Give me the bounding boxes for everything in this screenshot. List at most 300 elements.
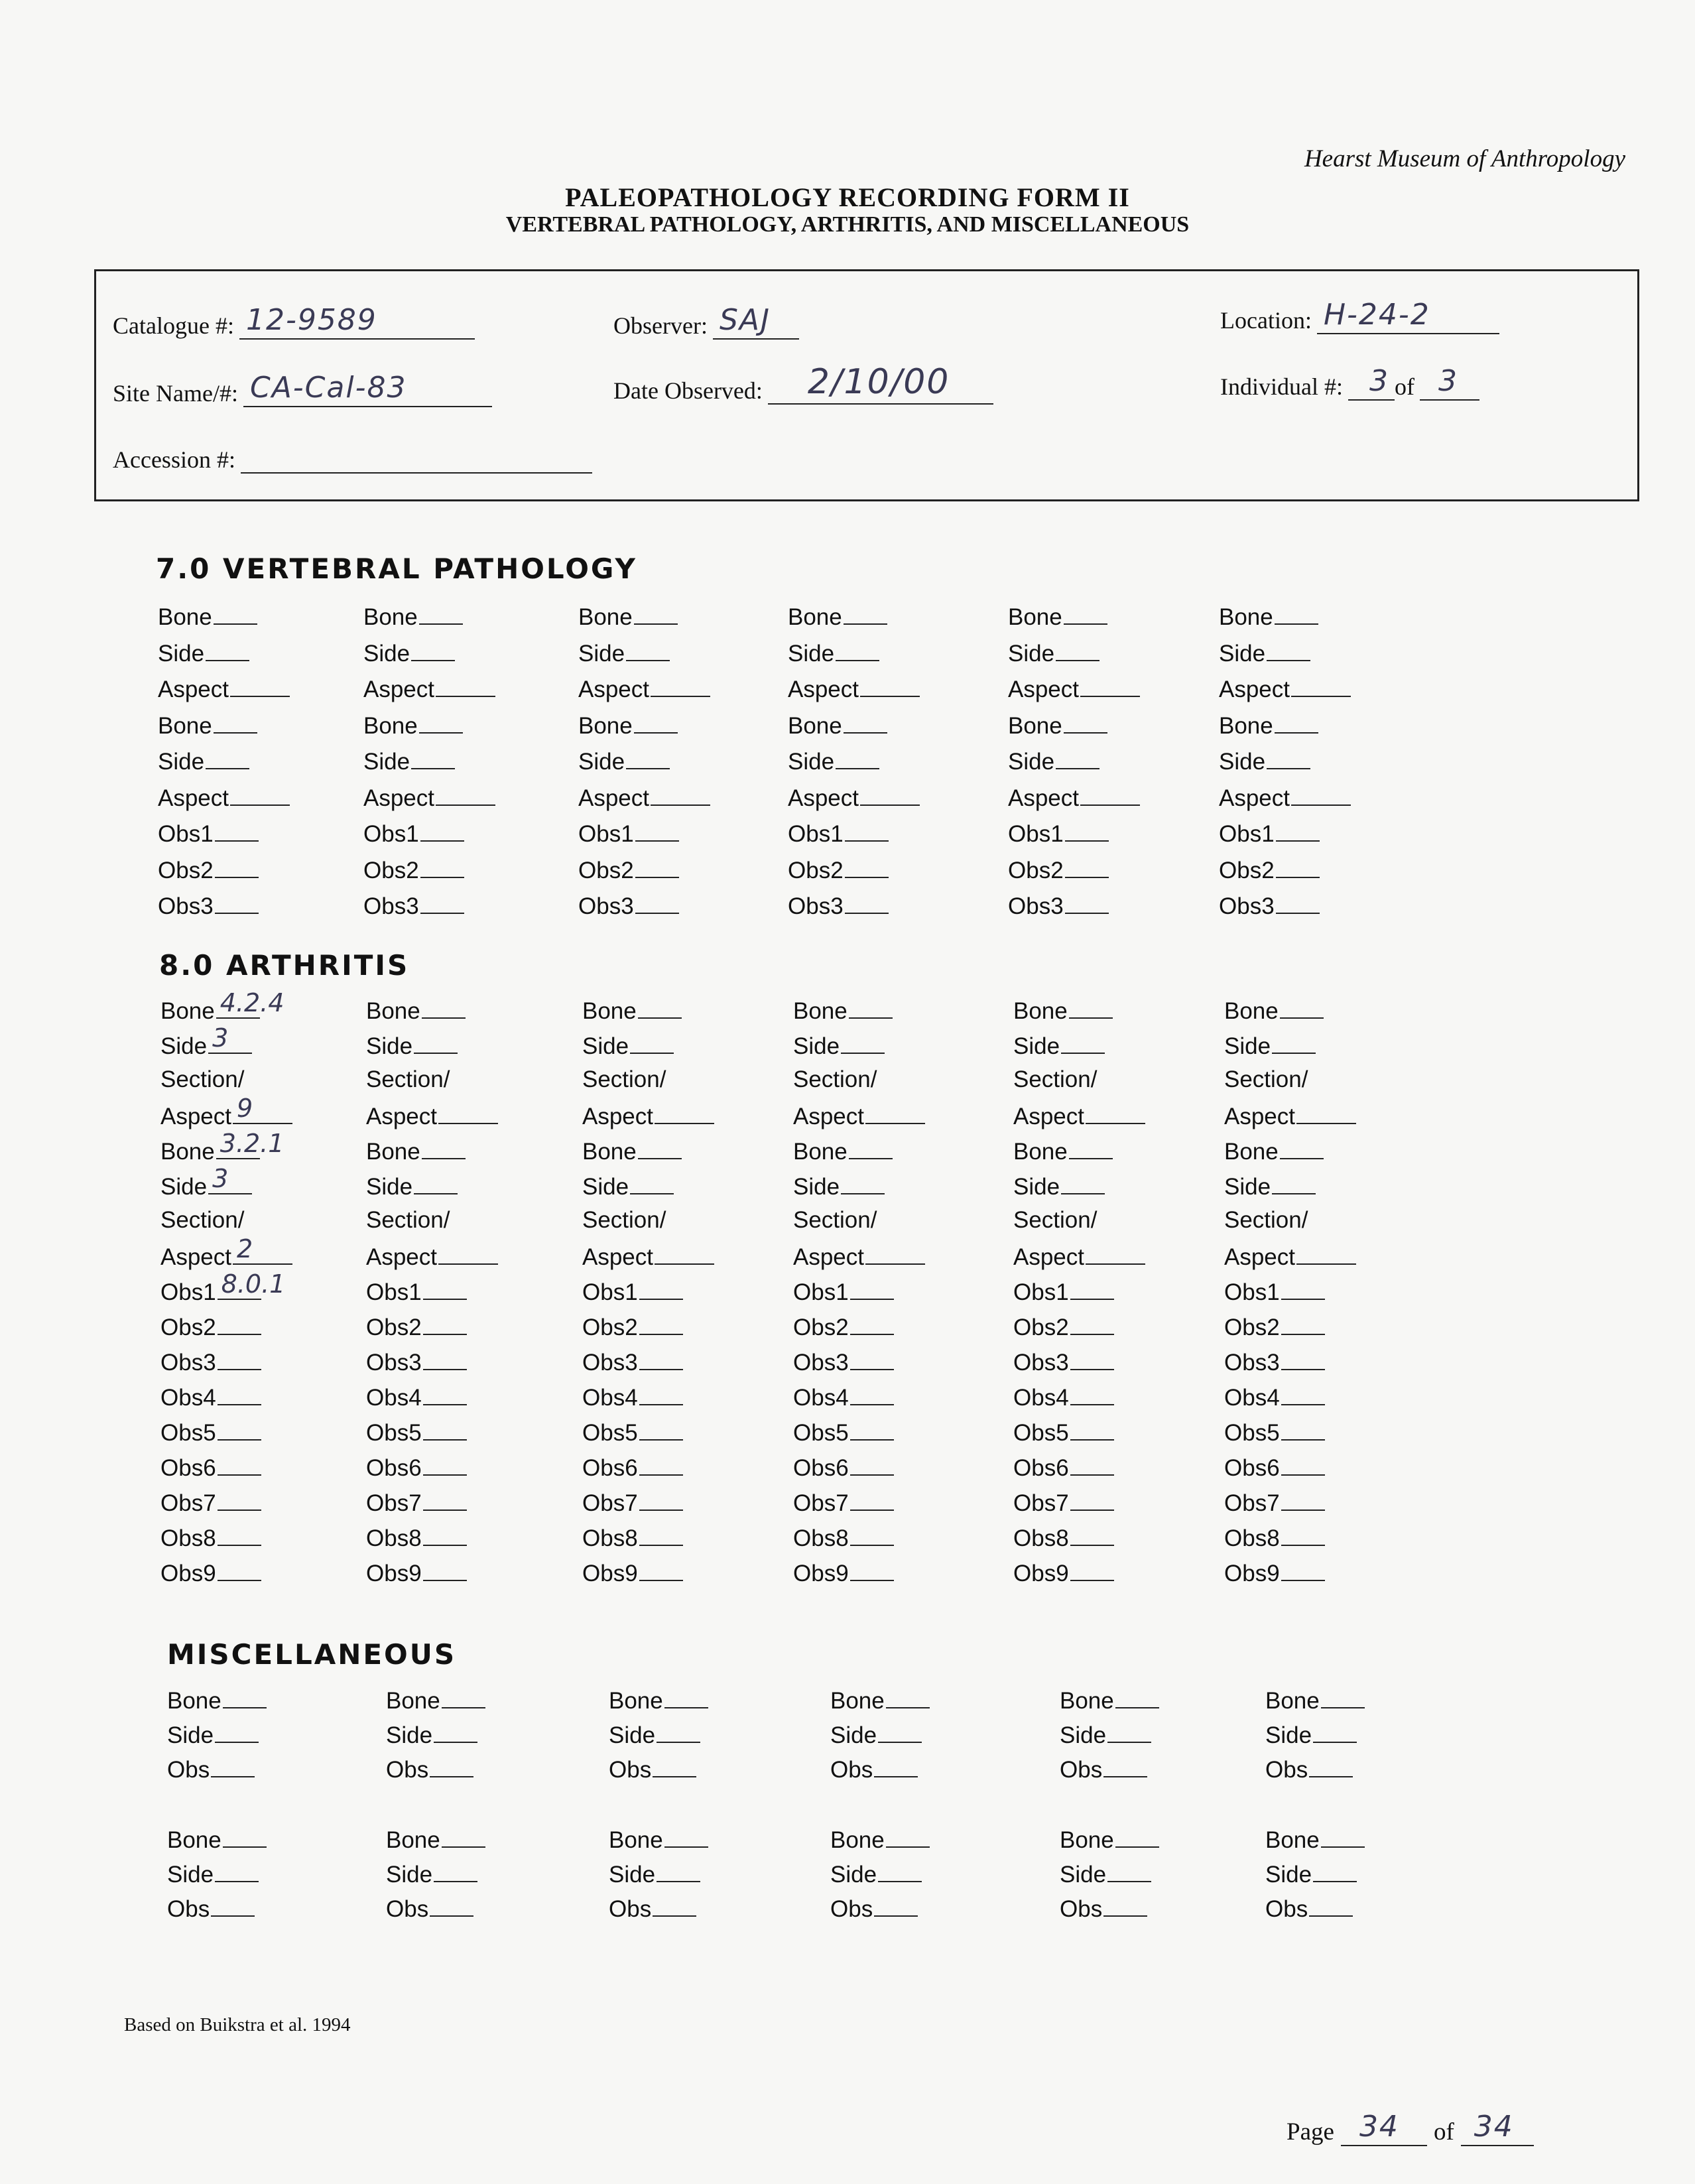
obs8-blank[interactable] bbox=[423, 1523, 467, 1546]
side-blank[interactable] bbox=[1056, 639, 1099, 661]
bone-field[interactable] bbox=[1013, 1137, 1113, 1165]
side-blank[interactable] bbox=[1107, 1720, 1151, 1743]
obs6-blank[interactable] bbox=[850, 1453, 894, 1476]
bone-blank[interactable] bbox=[422, 996, 466, 1019]
side-blank[interactable] bbox=[1061, 1031, 1105, 1054]
obs-field[interactable] bbox=[609, 1755, 696, 1783]
obs4-field[interactable] bbox=[793, 1383, 894, 1411]
obs9-field[interactable] bbox=[582, 1559, 683, 1587]
obs1-field[interactable] bbox=[363, 819, 464, 848]
side-blank[interactable] bbox=[1056, 747, 1099, 769]
bone-field[interactable] bbox=[158, 602, 257, 631]
aspect-blank[interactable] bbox=[1080, 783, 1140, 806]
aspect-field[interactable] bbox=[366, 1102, 498, 1130]
aspect-field[interactable] bbox=[1013, 1242, 1145, 1271]
obs2-blank[interactable] bbox=[423, 1313, 467, 1335]
obs1-field[interactable] bbox=[788, 819, 889, 848]
section-field[interactable] bbox=[366, 1207, 450, 1234]
obs-blank[interactable] bbox=[430, 1894, 473, 1917]
obs4-field[interactable] bbox=[366, 1383, 467, 1411]
location-field[interactable] bbox=[1220, 298, 1499, 334]
aspect-field[interactable] bbox=[1224, 1102, 1356, 1130]
side-blank[interactable] bbox=[434, 1860, 477, 1882]
aspect-blank[interactable] bbox=[438, 1102, 498, 1124]
obs6-field[interactable] bbox=[366, 1453, 467, 1482]
section-field[interactable] bbox=[1224, 1066, 1308, 1093]
bone-field[interactable] bbox=[793, 1137, 893, 1165]
bone-blank[interactable] bbox=[1069, 996, 1113, 1019]
obs-field[interactable] bbox=[386, 1755, 473, 1783]
side-field[interactable] bbox=[788, 747, 879, 775]
obs6-blank[interactable] bbox=[639, 1453, 683, 1476]
aspect-blank[interactable] bbox=[1296, 1102, 1356, 1124]
bone-field[interactable] bbox=[1060, 1825, 1159, 1854]
obs6-field[interactable] bbox=[1013, 1453, 1114, 1482]
obs2-field[interactable] bbox=[1008, 856, 1109, 884]
aspect-blank[interactable] bbox=[860, 783, 920, 806]
bone-blank[interactable] bbox=[1115, 1825, 1159, 1848]
obs4-blank[interactable] bbox=[639, 1383, 683, 1405]
obs9-field[interactable] bbox=[793, 1559, 894, 1587]
bone-blank[interactable] bbox=[886, 1686, 930, 1708]
aspect-field[interactable] bbox=[578, 783, 710, 812]
obs5-field[interactable] bbox=[160, 1418, 261, 1446]
section-field[interactable] bbox=[1224, 1207, 1308, 1234]
obs3-blank[interactable] bbox=[1070, 1348, 1114, 1370]
obs3-field[interactable] bbox=[1013, 1348, 1114, 1376]
bone-field[interactable] bbox=[788, 602, 887, 631]
obs9-blank[interactable] bbox=[423, 1559, 467, 1581]
bone-field[interactable] bbox=[1265, 1686, 1365, 1714]
side-blank[interactable] bbox=[1061, 1172, 1105, 1194]
side-field[interactable] bbox=[363, 747, 455, 775]
obs3-field[interactable] bbox=[578, 891, 679, 920]
obs2-blank[interactable] bbox=[850, 1313, 894, 1335]
obs1-blank[interactable] bbox=[635, 819, 679, 842]
obs1-field[interactable] bbox=[1008, 819, 1109, 848]
bone-blank[interactable] bbox=[1280, 996, 1324, 1019]
obs4-blank[interactable] bbox=[1281, 1383, 1325, 1405]
obs8-blank[interactable] bbox=[850, 1523, 894, 1546]
side-field[interactable] bbox=[160, 1023, 252, 1060]
bone-field[interactable] bbox=[160, 988, 284, 1025]
obs5-field[interactable] bbox=[366, 1418, 467, 1446]
obs1-blank[interactable] bbox=[850, 1277, 894, 1300]
obs9-blank[interactable] bbox=[1070, 1559, 1114, 1581]
bone-field[interactable] bbox=[1060, 1686, 1159, 1714]
side-field[interactable] bbox=[363, 639, 455, 667]
obs-field[interactable] bbox=[1060, 1894, 1147, 1923]
side-field[interactable] bbox=[793, 1172, 885, 1200]
obs5-blank[interactable] bbox=[639, 1418, 683, 1441]
aspect-field[interactable] bbox=[1219, 783, 1351, 812]
obs-blank[interactable] bbox=[874, 1894, 918, 1917]
obs4-blank[interactable] bbox=[423, 1383, 467, 1405]
obs1-field[interactable] bbox=[1013, 1277, 1114, 1306]
obs3-blank[interactable] bbox=[420, 891, 464, 914]
obs3-blank[interactable] bbox=[1276, 891, 1320, 914]
side-field[interactable] bbox=[830, 1720, 922, 1749]
obs-blank[interactable] bbox=[430, 1755, 473, 1777]
side-blank[interactable] bbox=[1267, 639, 1310, 661]
bone-blank[interactable] bbox=[634, 711, 678, 734]
obs8-field[interactable] bbox=[160, 1523, 261, 1552]
obs3-field[interactable] bbox=[793, 1348, 894, 1376]
aspect-blank[interactable] bbox=[436, 783, 495, 806]
obs2-blank[interactable] bbox=[635, 856, 679, 878]
bone-field[interactable] bbox=[158, 711, 257, 739]
obs9-field[interactable] bbox=[160, 1559, 261, 1587]
bone-field[interactable] bbox=[793, 996, 893, 1025]
bone-field[interactable] bbox=[582, 996, 682, 1025]
side-blank[interactable] bbox=[208, 1023, 252, 1054]
aspect-blank[interactable] bbox=[865, 1242, 925, 1265]
obs8-field[interactable] bbox=[582, 1523, 683, 1552]
obs3-field[interactable] bbox=[160, 1348, 261, 1376]
bone-blank[interactable] bbox=[1280, 1137, 1324, 1159]
aspect-blank[interactable] bbox=[1296, 1242, 1356, 1265]
obs-field[interactable] bbox=[386, 1894, 473, 1923]
section-field[interactable] bbox=[582, 1207, 666, 1234]
side-blank[interactable] bbox=[1313, 1860, 1357, 1882]
aspect-blank[interactable] bbox=[651, 674, 710, 697]
side-blank[interactable] bbox=[630, 1031, 674, 1054]
bone-field[interactable] bbox=[167, 1686, 267, 1714]
obs7-field[interactable] bbox=[1013, 1488, 1114, 1517]
obs9-field[interactable] bbox=[1013, 1559, 1114, 1587]
aspect-field[interactable] bbox=[582, 1102, 714, 1130]
bone-field[interactable] bbox=[1224, 996, 1324, 1025]
bone-blank[interactable] bbox=[1275, 711, 1318, 734]
obs1-blank[interactable] bbox=[215, 819, 259, 842]
bone-blank[interactable] bbox=[1321, 1825, 1365, 1848]
obs-field[interactable] bbox=[609, 1894, 696, 1923]
section-field[interactable] bbox=[160, 1207, 244, 1234]
side-field[interactable] bbox=[609, 1720, 700, 1749]
bone-blank[interactable] bbox=[442, 1686, 485, 1708]
bone-blank[interactable] bbox=[216, 1129, 284, 1159]
side-field[interactable] bbox=[366, 1172, 458, 1200]
obs3-field[interactable] bbox=[1219, 891, 1320, 920]
side-blank[interactable] bbox=[1107, 1860, 1151, 1882]
obs5-field[interactable] bbox=[793, 1418, 894, 1446]
aspect-blank[interactable] bbox=[1086, 1102, 1145, 1124]
side-field[interactable] bbox=[1060, 1860, 1151, 1888]
obs1-field[interactable] bbox=[1219, 819, 1320, 848]
aspect-blank[interactable] bbox=[438, 1242, 498, 1265]
side-blank[interactable] bbox=[411, 747, 455, 769]
obs6-blank[interactable] bbox=[218, 1453, 261, 1476]
bone-field[interactable] bbox=[366, 996, 466, 1025]
side-blank[interactable] bbox=[414, 1172, 458, 1194]
bone-field[interactable] bbox=[1008, 602, 1107, 631]
obs-field[interactable] bbox=[830, 1755, 918, 1783]
obs3-blank[interactable] bbox=[635, 891, 679, 914]
bone-field[interactable] bbox=[363, 711, 463, 739]
bone-blank[interactable] bbox=[216, 988, 284, 1019]
obs2-field[interactable] bbox=[1224, 1313, 1325, 1341]
obs6-field[interactable] bbox=[160, 1453, 261, 1482]
bone-blank[interactable] bbox=[422, 1137, 466, 1159]
bone-field[interactable] bbox=[363, 602, 463, 631]
obs-blank[interactable] bbox=[874, 1755, 918, 1777]
obs8-blank[interactable] bbox=[218, 1523, 261, 1546]
bone-field[interactable] bbox=[366, 1137, 466, 1165]
aspect-field[interactable] bbox=[363, 783, 495, 812]
obs1-blank[interactable] bbox=[1070, 1277, 1114, 1300]
side-blank[interactable] bbox=[208, 1164, 252, 1194]
side-blank[interactable] bbox=[1272, 1031, 1316, 1054]
obs4-field[interactable] bbox=[582, 1383, 683, 1411]
obs7-field[interactable] bbox=[160, 1488, 261, 1517]
obs4-blank[interactable] bbox=[218, 1383, 261, 1405]
side-blank[interactable] bbox=[434, 1720, 477, 1743]
bone-field[interactable] bbox=[1219, 602, 1318, 631]
aspect-field[interactable] bbox=[582, 1242, 714, 1271]
obs-blank[interactable] bbox=[1309, 1755, 1353, 1777]
side-blank[interactable] bbox=[657, 1720, 700, 1743]
obs1-blank[interactable] bbox=[420, 819, 464, 842]
bone-blank[interactable] bbox=[638, 996, 682, 1019]
side-field[interactable] bbox=[158, 747, 249, 775]
obs2-blank[interactable] bbox=[420, 856, 464, 878]
side-blank[interactable] bbox=[1272, 1172, 1316, 1194]
bone-field[interactable] bbox=[830, 1686, 930, 1714]
obs2-blank[interactable] bbox=[1070, 1313, 1114, 1335]
bone-field[interactable] bbox=[582, 1137, 682, 1165]
obs6-blank[interactable] bbox=[1070, 1453, 1114, 1476]
bone-field[interactable] bbox=[1224, 1137, 1324, 1165]
obs4-field[interactable] bbox=[1013, 1383, 1114, 1411]
obs9-field[interactable] bbox=[1224, 1559, 1325, 1587]
obs2-field[interactable] bbox=[158, 856, 259, 884]
bone-blank[interactable] bbox=[849, 1137, 893, 1159]
obs7-field[interactable] bbox=[793, 1488, 894, 1517]
bone-field[interactable] bbox=[1265, 1825, 1365, 1854]
obs2-field[interactable] bbox=[578, 856, 679, 884]
aspect-field[interactable] bbox=[158, 674, 290, 703]
side-blank[interactable] bbox=[411, 639, 455, 661]
obs5-field[interactable] bbox=[1224, 1418, 1325, 1446]
side-blank[interactable] bbox=[626, 639, 670, 661]
obs1-field[interactable] bbox=[160, 1269, 286, 1306]
obs2-field[interactable] bbox=[363, 856, 464, 884]
obs4-blank[interactable] bbox=[1070, 1383, 1114, 1405]
obs8-field[interactable] bbox=[793, 1523, 894, 1552]
aspect-blank[interactable] bbox=[655, 1242, 714, 1265]
obs3-blank[interactable] bbox=[639, 1348, 683, 1370]
obs5-field[interactable] bbox=[1013, 1418, 1114, 1446]
obs2-field[interactable] bbox=[788, 856, 889, 884]
side-blank[interactable] bbox=[657, 1860, 700, 1882]
obs8-field[interactable] bbox=[1224, 1523, 1325, 1552]
bone-blank[interactable] bbox=[214, 602, 257, 625]
aspect-blank[interactable] bbox=[1291, 783, 1351, 806]
side-field[interactable] bbox=[1265, 1860, 1357, 1888]
bone-blank[interactable] bbox=[419, 602, 463, 625]
section-field[interactable] bbox=[582, 1066, 666, 1093]
obs2-field[interactable] bbox=[793, 1313, 894, 1341]
aspect-field[interactable] bbox=[788, 783, 920, 812]
obs1-field[interactable] bbox=[158, 819, 259, 848]
obs3-field[interactable] bbox=[1008, 891, 1109, 920]
bone-blank[interactable] bbox=[1064, 711, 1107, 734]
bone-field[interactable] bbox=[609, 1825, 708, 1854]
obs9-field[interactable] bbox=[366, 1559, 467, 1587]
obs2-blank[interactable] bbox=[639, 1313, 683, 1335]
side-blank[interactable] bbox=[215, 1860, 259, 1882]
side-blank[interactable] bbox=[206, 747, 249, 769]
obs-blank[interactable] bbox=[211, 1755, 255, 1777]
side-field[interactable] bbox=[1265, 1720, 1357, 1749]
aspect-field[interactable] bbox=[578, 674, 710, 703]
obs2-blank[interactable] bbox=[215, 856, 259, 878]
obs1-blank[interactable] bbox=[845, 819, 889, 842]
aspect-blank[interactable] bbox=[865, 1102, 925, 1124]
bone-blank[interactable] bbox=[1321, 1686, 1365, 1708]
obs6-field[interactable] bbox=[1224, 1453, 1325, 1482]
obs2-field[interactable] bbox=[160, 1313, 261, 1341]
aspect-field[interactable] bbox=[793, 1102, 925, 1130]
obs8-field[interactable] bbox=[1013, 1523, 1114, 1552]
bone-field[interactable] bbox=[1008, 711, 1107, 739]
section-field[interactable] bbox=[366, 1066, 450, 1093]
side-blank[interactable] bbox=[841, 1172, 885, 1194]
side-field[interactable] bbox=[1008, 747, 1099, 775]
bone-field[interactable] bbox=[578, 602, 678, 631]
aspect-blank[interactable] bbox=[1080, 674, 1140, 697]
aspect-field[interactable] bbox=[1008, 783, 1140, 812]
obs7-blank[interactable] bbox=[1281, 1488, 1325, 1511]
obs2-field[interactable] bbox=[1219, 856, 1320, 884]
aspect-blank[interactable] bbox=[651, 783, 710, 806]
bone-field[interactable] bbox=[386, 1825, 485, 1854]
obs7-blank[interactable] bbox=[218, 1488, 261, 1511]
side-field[interactable] bbox=[160, 1164, 252, 1200]
bone-blank[interactable] bbox=[1275, 602, 1318, 625]
obs2-blank[interactable] bbox=[1276, 856, 1320, 878]
side-field[interactable] bbox=[1224, 1031, 1316, 1060]
bone-blank[interactable] bbox=[844, 711, 887, 734]
side-field[interactable] bbox=[1008, 639, 1099, 667]
side-blank[interactable] bbox=[836, 747, 879, 769]
side-blank[interactable] bbox=[1267, 747, 1310, 769]
obs1-field[interactable] bbox=[1224, 1277, 1325, 1306]
side-field[interactable] bbox=[386, 1720, 477, 1749]
side-field[interactable] bbox=[1013, 1031, 1105, 1060]
aspect-field[interactable] bbox=[160, 1094, 292, 1130]
aspect-field[interactable] bbox=[788, 674, 920, 703]
aspect-blank[interactable] bbox=[230, 674, 290, 697]
side-blank[interactable] bbox=[630, 1172, 674, 1194]
obs2-blank[interactable] bbox=[1065, 856, 1109, 878]
obs5-blank[interactable] bbox=[423, 1418, 467, 1441]
obs5-blank[interactable] bbox=[1281, 1418, 1325, 1441]
obs7-field[interactable] bbox=[1224, 1488, 1325, 1517]
obs-blank[interactable] bbox=[653, 1894, 696, 1917]
section-field[interactable] bbox=[1013, 1207, 1097, 1234]
obs1-blank[interactable] bbox=[1276, 819, 1320, 842]
obs3-field[interactable] bbox=[788, 891, 889, 920]
obs8-blank[interactable] bbox=[1281, 1523, 1325, 1546]
obs-blank[interactable] bbox=[1309, 1894, 1353, 1917]
bone-blank[interactable] bbox=[1069, 1137, 1113, 1159]
bone-blank[interactable] bbox=[664, 1686, 708, 1708]
obs6-field[interactable] bbox=[793, 1453, 894, 1482]
side-blank[interactable] bbox=[836, 639, 879, 661]
site-field[interactable] bbox=[113, 371, 492, 407]
side-blank[interactable] bbox=[626, 747, 670, 769]
obs1-field[interactable] bbox=[578, 819, 679, 848]
bone-blank[interactable] bbox=[844, 602, 887, 625]
side-field[interactable] bbox=[830, 1860, 922, 1888]
aspect-field[interactable] bbox=[363, 674, 495, 703]
bone-field[interactable] bbox=[167, 1825, 267, 1854]
obs8-field[interactable] bbox=[366, 1523, 467, 1552]
obs4-field[interactable] bbox=[160, 1383, 261, 1411]
side-field[interactable] bbox=[578, 639, 670, 667]
aspect-blank[interactable] bbox=[230, 783, 290, 806]
obs-field[interactable] bbox=[830, 1894, 918, 1923]
obs-blank[interactable] bbox=[1103, 1755, 1147, 1777]
side-blank[interactable] bbox=[841, 1031, 885, 1054]
section-field[interactable] bbox=[793, 1207, 877, 1234]
aspect-field[interactable] bbox=[160, 1234, 292, 1271]
obs4-field[interactable] bbox=[1224, 1383, 1325, 1411]
aspect-blank[interactable] bbox=[233, 1094, 292, 1124]
bone-field[interactable] bbox=[1219, 711, 1318, 739]
side-field[interactable] bbox=[1219, 639, 1310, 667]
section-field[interactable] bbox=[160, 1066, 244, 1093]
aspect-field[interactable] bbox=[1008, 674, 1140, 703]
obs6-blank[interactable] bbox=[423, 1453, 467, 1476]
side-field[interactable] bbox=[1013, 1172, 1105, 1200]
aspect-field[interactable] bbox=[158, 783, 290, 812]
obs3-field[interactable] bbox=[366, 1348, 467, 1376]
bone-field[interactable] bbox=[788, 711, 887, 739]
obs3-blank[interactable] bbox=[845, 891, 889, 914]
bone-blank[interactable] bbox=[886, 1825, 930, 1848]
aspect-field[interactable] bbox=[1013, 1102, 1145, 1130]
bone-field[interactable] bbox=[386, 1686, 485, 1714]
side-field[interactable] bbox=[582, 1172, 674, 1200]
obs-field[interactable] bbox=[167, 1894, 255, 1923]
obs3-field[interactable] bbox=[363, 891, 464, 920]
aspect-blank[interactable] bbox=[655, 1102, 714, 1124]
side-blank[interactable] bbox=[206, 639, 249, 661]
obs2-field[interactable] bbox=[582, 1313, 683, 1341]
obs-field[interactable] bbox=[1265, 1894, 1353, 1923]
obs4-blank[interactable] bbox=[850, 1383, 894, 1405]
obs3-blank[interactable] bbox=[1281, 1348, 1325, 1370]
obs9-blank[interactable] bbox=[639, 1559, 683, 1581]
obs5-blank[interactable] bbox=[1070, 1418, 1114, 1441]
aspect-blank[interactable] bbox=[860, 674, 920, 697]
obs9-blank[interactable] bbox=[218, 1559, 261, 1581]
obs3-field[interactable] bbox=[158, 891, 259, 920]
obs2-field[interactable] bbox=[1013, 1313, 1114, 1341]
obs7-blank[interactable] bbox=[639, 1488, 683, 1511]
side-blank[interactable] bbox=[878, 1860, 922, 1882]
obs7-field[interactable] bbox=[366, 1488, 467, 1517]
obs1-blank[interactable] bbox=[218, 1269, 286, 1300]
obs5-blank[interactable] bbox=[850, 1418, 894, 1441]
bone-field[interactable] bbox=[609, 1686, 708, 1714]
obs7-blank[interactable] bbox=[423, 1488, 467, 1511]
bone-blank[interactable] bbox=[419, 711, 463, 734]
side-field[interactable] bbox=[609, 1860, 700, 1888]
obs-field[interactable] bbox=[1060, 1755, 1147, 1783]
